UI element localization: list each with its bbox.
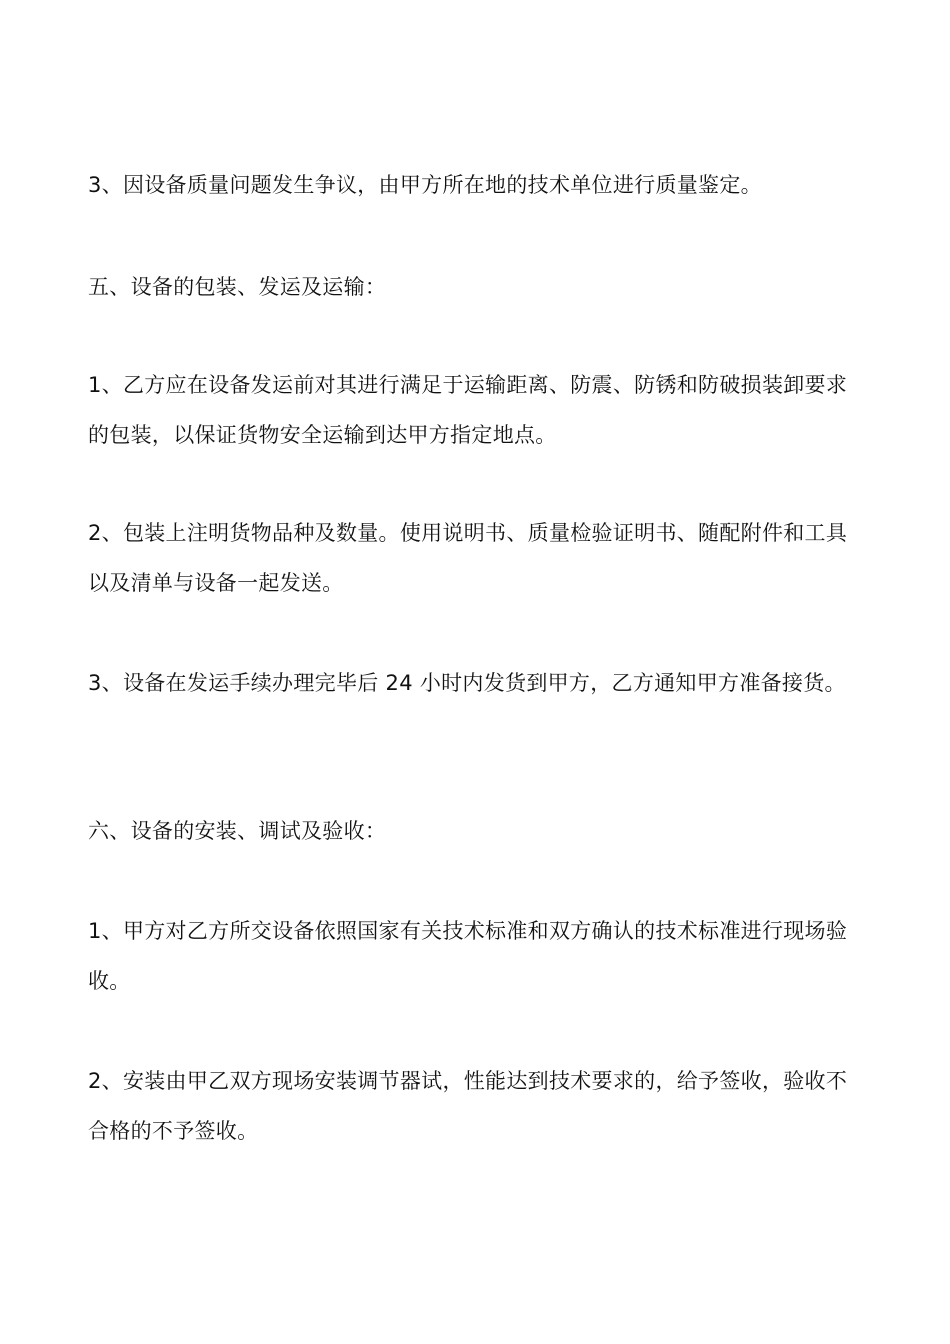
clause-site-acceptance: 1、甲方对乙方所交设备依照国家有关技术标准和双方确认的技术标准进行现场验收。: [88, 919, 848, 993]
clause-shipping-deadline: 3、设备在发运手续办理完毕后 24 小时内发货到甲方，乙方通知甲方准备接货。: [88, 671, 846, 695]
section-heading-packaging: 五、设备的包装、发运及运输：: [88, 275, 387, 299]
clause-packaging-requirements: 1、乙方应在设备发运前对其进行满足于运输距离、防震、防锈和防破损装卸要求的包装，以保证货物安全运输到达甲方指定地点。: [88, 373, 848, 447]
section-heading-installation: 六、设备的安装、调试及验收：: [88, 819, 387, 843]
clause-packaging-labels: 2、包装上注明货物品种及数量。使用说明书、质量检验证明书、随配附件和工具以及清单与设备一起发送。: [88, 521, 848, 595]
clause-quality-dispute: 3、因设备质量问题发生争议，由甲方所在地的技术单位进行质量鉴定。: [88, 173, 762, 197]
clause-installation-signoff: 2、安装由甲乙双方现场安装调节器试，性能达到技术要求的，给予签收，验收不合格的不予签收。: [88, 1069, 848, 1143]
